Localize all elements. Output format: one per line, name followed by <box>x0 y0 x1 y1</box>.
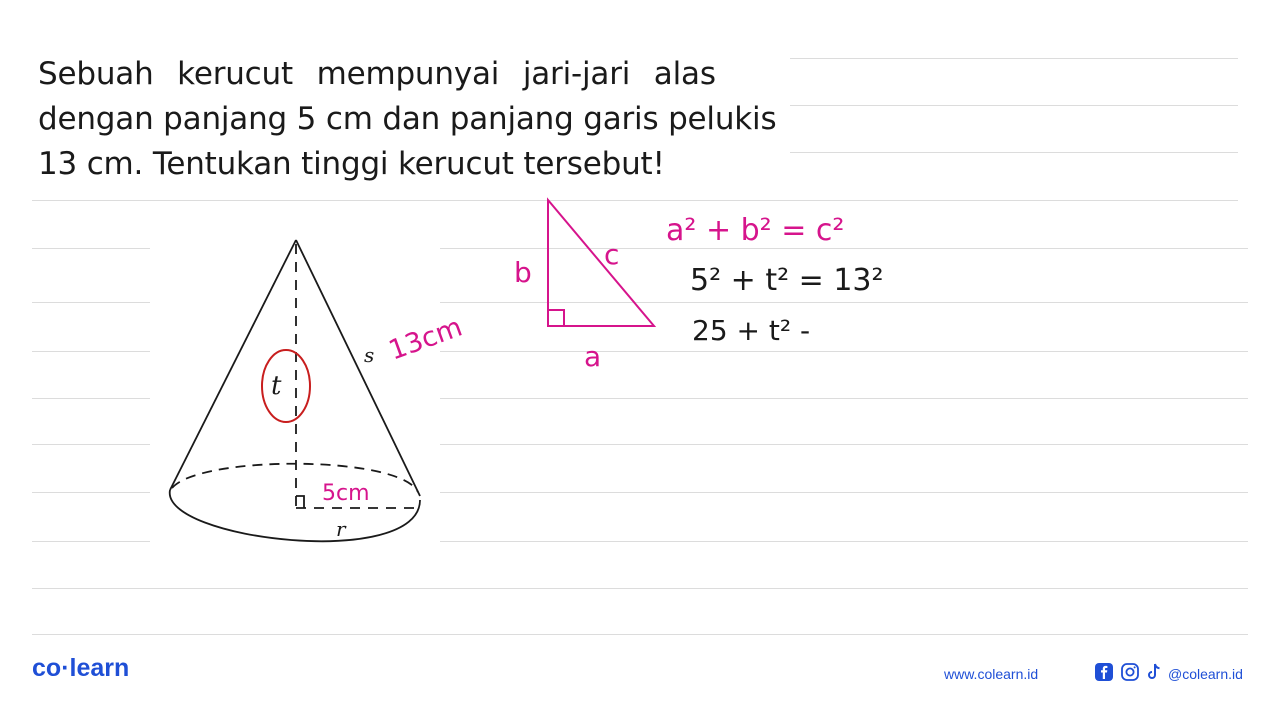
equation-substitution: 5² + t² = 13² <box>690 263 884 298</box>
triangle-right-angle <box>548 310 564 326</box>
cone-left-side <box>170 240 296 490</box>
logo-co: co <box>32 654 62 682</box>
cone-diagram <box>170 240 420 541</box>
label-r: r <box>336 517 346 541</box>
handwritten-radius-length: 5cm <box>322 481 370 506</box>
colearn-logo <box>32 654 129 683</box>
facebook-icon[interactable] <box>1094 662 1114 682</box>
equation-pythagoras: a² + b² = c² <box>666 213 845 248</box>
instagram-icon[interactable] <box>1120 662 1140 682</box>
question-line-3: 13 cm. Tentukan tinggi kerucut tersebut! <box>38 146 665 182</box>
website-link[interactable]: www.colearn.id <box>944 666 1039 682</box>
triangle-outline <box>548 200 654 326</box>
logo-dot: · <box>61 654 70 682</box>
social-handle[interactable]: @colearn.id <box>1168 666 1243 682</box>
cone-right-angle <box>296 496 304 508</box>
label-s: s <box>364 343 375 367</box>
tiktok-icon[interactable] <box>1144 662 1164 682</box>
question-line-2: dengan panjang 5 cm dan panjang garis pelukis <box>38 101 777 137</box>
circle-t <box>262 350 310 422</box>
cone-base-back <box>172 464 418 492</box>
equation-partial: 25 + t² - <box>692 314 811 347</box>
label-b: b <box>514 256 532 289</box>
label-a: a <box>584 340 602 373</box>
right-triangle <box>548 200 654 326</box>
label-c: c <box>604 238 620 271</box>
handwritten-slant-length: 13cm <box>384 311 467 367</box>
label-t: t <box>271 371 282 401</box>
question-line-1: Sebuah kerucut mempunyai jari-jari alas <box>38 56 716 92</box>
logo-learn: learn <box>69 654 130 682</box>
cone-right-side <box>296 240 420 496</box>
cone-base-front <box>170 490 420 541</box>
